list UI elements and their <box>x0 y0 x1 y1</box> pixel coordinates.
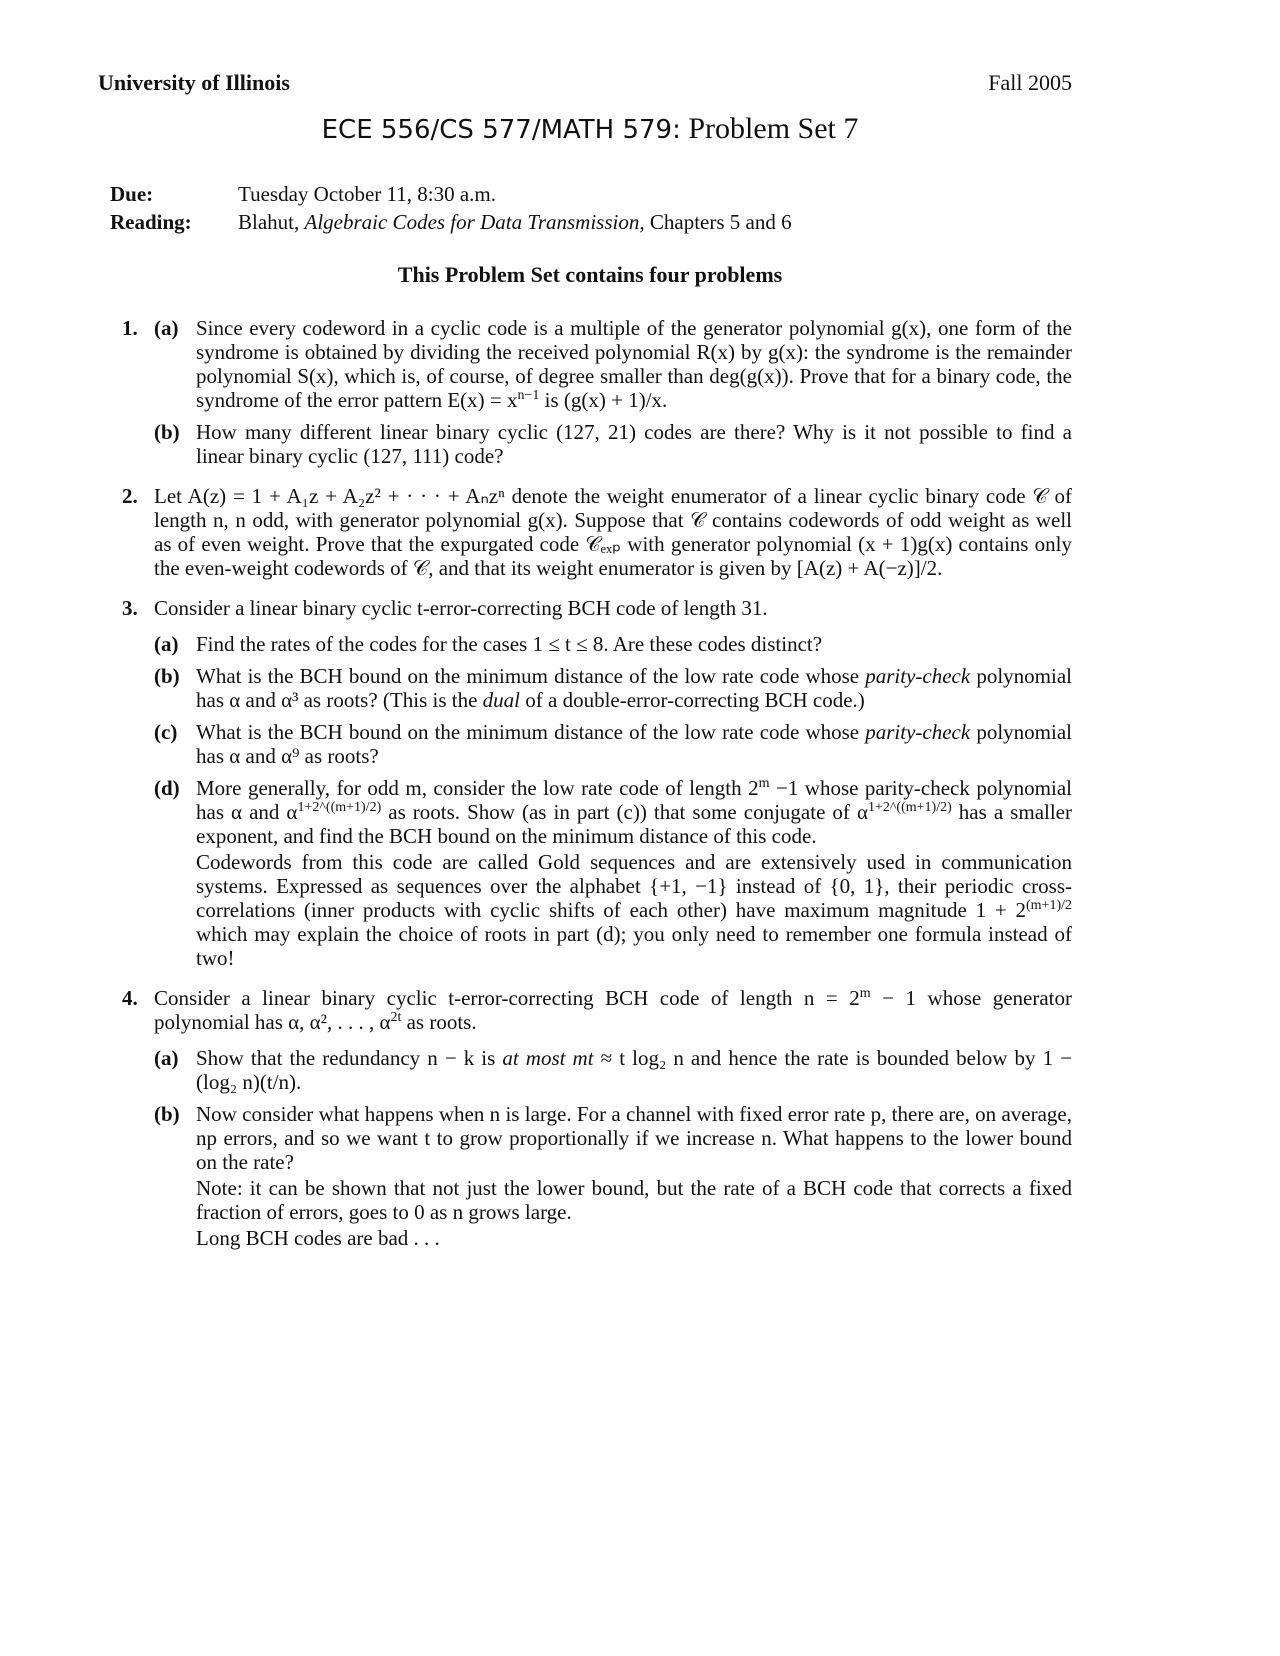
part-text: What is the BCH bound on the minimum distance of the low rate code whose <box>196 720 860 744</box>
reading-author: Blahut, <box>238 210 300 234</box>
intro-superscript: 2t <box>390 1010 402 1025</box>
problem-3-part-a <box>154 632 1072 656</box>
part-text: as roots. Show (as in part (c)) that some conjugate of α <box>381 800 868 824</box>
part-text: How many different linear binary cyclic (127, 21) codes are there? Why is it not possible to find a linear binary cyclic (127, 111) code? <box>196 420 1072 468</box>
note-text: Codewords from this code are called Gold sequences and are extensively used in communication systems. Expressed as sequences over the alphabet {+1, −1} instead of {0, 1}, their periodic cross-correlations (inner products with cyclic shifts of each other) have maximum magnitude 1 + 2 <box>196 850 1072 922</box>
note-text: Note: it can be shown that not just the lower bound, but the rate of a BCH code that corrects a fixed fraction of errors, goes to 0 as n grows large. <box>196 1176 1072 1224</box>
problem-4 <box>122 986 1072 1250</box>
part-superscript: 1+2^((m+1)/2) <box>297 800 382 815</box>
institution-name: University of Illinois <box>98 70 290 95</box>
part-text: Now consider what happens when n is large. For a channel with fixed error rate p, there are, on average, np errors, and so we want t to grow proportionally if we increase n. What happens to the lower bound on the rate? <box>196 1102 1072 1174</box>
problem-3-part-c <box>154 720 1072 768</box>
part-text: What is the BCH bound on the minimum distance of the low rate code whose <box>196 664 860 688</box>
problem-intro: − 1 whose generator polynomial has α, α², . . . , α <box>154 986 1072 1034</box>
problem-3-parts <box>154 632 1072 970</box>
part-text: Since every codeword in a cyclic code is a multiple of the generator polynomial g(x), one form of the syndrome is obtained by dividing the received polynomial R(x) by g(x): the syndrome is the remainder polynomial S(x), which is, of course, of degree smaller than deg(g(x)). Prove that for a binary code, the syndrome of the error pattern E(x) = x <box>196 316 1072 412</box>
part-text-tail: is (g(x) + 1)/x. <box>539 388 668 412</box>
intro-superscript: m <box>859 986 871 1001</box>
part-text: has a smaller exponent, and find the BCH bound on the minimum distance of this code. <box>196 800 1072 848</box>
note-text: which may explain the choice of roots in part (d); you only need to remember one formula instead of two! <box>196 922 1072 970</box>
page-title <box>0 112 1180 146</box>
part-text: Find the rates of the codes for the cases 1 ≤ t ≤ 8. Are these codes distinct? <box>196 632 823 656</box>
part-label: (d) <box>154 776 180 800</box>
problem-intro: Consider a linear binary cyclic t-error-correcting BCH code of length 31. <box>154 596 768 620</box>
part-emphasis: dual <box>482 688 521 712</box>
part-superscript: 1+2^((m+1)/2) <box>867 800 952 815</box>
assignment-meta <box>110 180 792 236</box>
problem-1-part-b <box>154 420 1072 468</box>
title-courses: ECE 556/CS 577/MATH 579: <box>321 115 681 145</box>
part-text: polynomial has α and α⁹ as roots? <box>196 720 1072 768</box>
problem-intro: Consider a linear binary cyclic t-error-correcting BCH code of length n = 2 <box>154 986 860 1010</box>
problem-number: 2. <box>122 484 138 508</box>
part-emphasis: parity-check <box>865 720 971 744</box>
problem-4-part-a <box>154 1046 1072 1094</box>
gold-sequence-note <box>196 850 1072 970</box>
part-text: −1 whose parity-check polynomial has α and α <box>196 776 1072 824</box>
problem-1-part-a <box>154 316 1072 412</box>
part-superscript: m <box>758 776 770 791</box>
reading-row <box>110 208 792 236</box>
due-value: Tuesday October 11, 8:30 a.m. <box>238 182 496 206</box>
note-superscript: (m+1)/2 <box>1026 898 1072 913</box>
part-emphasis: parity-check <box>865 664 971 688</box>
problem-1 <box>122 316 1072 468</box>
part-label: (a) <box>154 316 179 340</box>
closing-remark: Long BCH codes are bad . . . <box>196 1226 440 1250</box>
problem-4-parts <box>154 1046 1072 1250</box>
problem-list <box>122 316 1072 1266</box>
problem-3 <box>122 596 1072 970</box>
problem-4-part-b <box>154 1102 1072 1250</box>
problem-3-part-b <box>154 664 1072 712</box>
problem-2 <box>122 484 1072 580</box>
part-text: polynomial has α and α³ as roots? (This is the <box>196 664 1072 712</box>
part-label: (b) <box>154 1102 180 1126</box>
part-label: (c) <box>154 720 178 744</box>
due-row <box>110 180 792 208</box>
part-text: ≈ t log₂ n and hence the rate is bounded below by 1 − (log₂ n)(t/n). <box>196 1046 1072 1094</box>
part-label: (b) <box>154 420 180 444</box>
term-label: Fall 2005 <box>988 70 1072 95</box>
problem-3-part-d <box>154 776 1072 970</box>
reading-label: Reading: <box>110 210 192 234</box>
part-label: (b) <box>154 664 180 688</box>
problem-text: Let A(z) = 1 + A₁z + A₂z² + · · · + Aₙzⁿ denote the weight enumerator of a linear cyclic binary code 𝒞 of length n, n odd, with generator polynomial g(x). Suppose that 𝒞 contains codewords of odd weight as well as of even weight. Prove that the expurgated code 𝒞ₑₓₚ with generator polynomial (x + 1)g(x) contains only the even-weight codewords of 𝒞, and that its weight enumerator is given by [A(z) + A(−z)]/2. <box>154 484 1072 580</box>
part-text: of a double-error-correcting BCH code.) <box>525 688 865 712</box>
part-label: (a) <box>154 1046 179 1070</box>
part-label: (a) <box>154 632 179 656</box>
problem-number: 3. <box>122 596 138 620</box>
problem-intro: as roots. <box>401 1010 477 1034</box>
part-text: More generally, for odd m, consider the low rate code of length 2 <box>196 776 759 800</box>
due-label: Due: <box>110 182 154 206</box>
section-heading: This Problem Set contains four problems <box>397 262 783 287</box>
reading-value <box>238 208 792 236</box>
part-superscript: n−1 <box>517 388 540 403</box>
reading-chapters: Chapters 5 and 6 <box>649 210 792 234</box>
part-emphasis: at most mt <box>502 1046 594 1070</box>
part-text: Show that the redundancy n − k is <box>196 1046 496 1070</box>
problem-number: 4. <box>122 986 138 1010</box>
reading-book: Algebraic Codes for Data Transmission, <box>304 210 645 234</box>
title-set: Problem Set 7 <box>688 112 859 145</box>
problem-number: 1. <box>122 316 138 340</box>
